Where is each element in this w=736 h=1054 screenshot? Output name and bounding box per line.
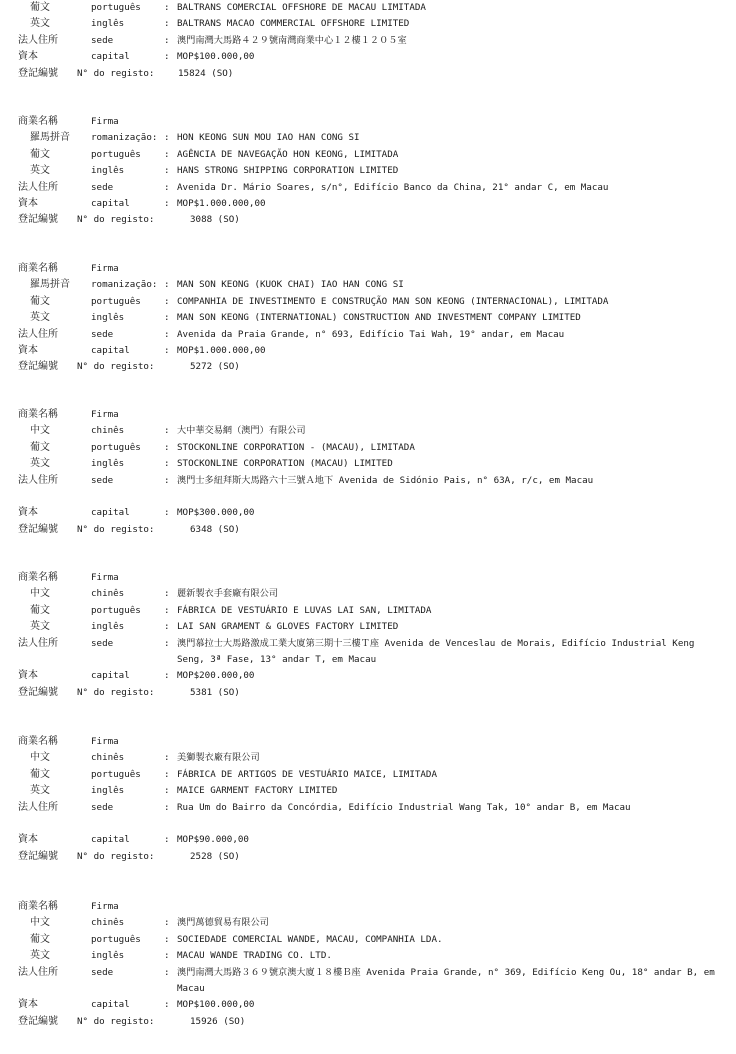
field-row — [0, 440, 736, 456]
row-ingles — [0, 16, 736, 32]
registration-number: 3088 (SO) — [190, 214, 240, 226]
row-portugues — [0, 0, 736, 16]
field-value: MOP$300.000,00 — [177, 507, 255, 519]
field-label-zh: 英文 — [30, 458, 50, 470]
row-registo — [0, 849, 736, 865]
field-label-zh: 英文 — [30, 312, 50, 324]
field-label-zh: 法人住所 — [18, 181, 58, 193]
field-label-pt: capital — [91, 507, 130, 519]
registry-entry — [0, 734, 736, 865]
field-label-pt: N° do registo: — [77, 67, 155, 79]
field-value: 大中華交易網（澳門）有限公司 — [177, 425, 306, 437]
field-label-pt: português — [91, 768, 141, 780]
field-label-pt: inglês — [91, 18, 125, 30]
field-value: LAI SAN GRAMENT & GLOVES FACTORY LIMITED — [177, 621, 399, 633]
field-label-zh: 葡文 — [30, 604, 50, 616]
field-label-zh: 資本 — [18, 51, 38, 63]
field-row — [0, 310, 736, 326]
field-label-zh: 登記編號 — [18, 214, 58, 226]
field-label-pt: inglês — [91, 165, 125, 177]
row-firma — [0, 570, 736, 586]
field-label-pt: N° do registo: — [77, 214, 155, 226]
field-label-zh: 登記編號 — [18, 523, 58, 535]
colon: : — [164, 637, 170, 649]
field-row — [0, 327, 736, 343]
field-label-pt: sede — [91, 181, 114, 193]
row-registo — [0, 522, 736, 538]
field-row — [0, 196, 736, 212]
field-label-zh: 資本 — [18, 507, 38, 519]
colon: : — [164, 785, 170, 797]
colon: : — [164, 768, 170, 780]
field-value: MAN SON KEONG (KUOK CHAI) IAO HAN CONG SI — [177, 279, 404, 291]
field-label-pt: português — [91, 2, 141, 13]
field-value: AGÊNCIA DE NAVEGAÇÃO HON KEONG, LIMITADA — [177, 148, 399, 160]
field-row — [0, 800, 736, 833]
row-registo — [0, 1014, 736, 1030]
field-label-zh: 商業名稱 — [18, 116, 58, 127]
registration-number: 15824 (SO) — [178, 67, 234, 79]
field-label-zh: 法人住所 — [18, 801, 58, 813]
field-row — [0, 668, 736, 684]
field-label-pt: N° do registo: — [77, 850, 155, 862]
field-row — [0, 456, 736, 472]
colon: : — [164, 51, 170, 63]
colon: : — [164, 834, 170, 846]
field-row — [0, 586, 736, 602]
field-value: Avenida da Praia Grande, n° 693, Edifício Tai Wah, 19° andar, em Macau — [177, 328, 565, 340]
field-label-pt: capital — [91, 51, 130, 63]
field-label-zh: 葡文 — [30, 148, 50, 160]
field-value: 澳門士多紐拜斯大馬路六十三號Ａ地下 Avenida de Sidónio Pais, n° 63A, r/c, em Macau — [177, 474, 594, 486]
field-label-pt: Firma — [91, 736, 119, 747]
colon: : — [164, 181, 170, 193]
field-label-zh: 中文 — [30, 588, 50, 600]
row-firma — [0, 261, 736, 277]
field-label-pt: sede — [91, 328, 114, 340]
colon: : — [164, 933, 170, 945]
field-label-pt: inglês — [91, 785, 125, 797]
field-row — [0, 636, 736, 669]
field-row — [0, 180, 736, 196]
field-row — [0, 130, 736, 146]
row-sede — [0, 33, 736, 49]
field-label-pt: capital — [91, 670, 130, 682]
field-value: 美獅製衣廠有限公司 — [177, 752, 260, 764]
registration-number: 5381 (SO) — [190, 686, 240, 698]
field-label-pt: inglês — [91, 312, 125, 324]
colon: : — [164, 441, 170, 453]
field-label-pt: chinês — [91, 425, 125, 437]
field-value: STOCKONLINE CORPORATION - (MACAU), LIMITADA — [177, 441, 415, 453]
field-label-pt: português — [91, 441, 141, 453]
field-value: FÁBRICA DE ARTIGOS DE VESTUÁRIO MAICE, LIMITADA — [177, 768, 437, 780]
field-label-zh: 登記編號 — [18, 361, 58, 373]
row-firma — [0, 734, 736, 750]
field-label-zh: 資本 — [18, 999, 38, 1011]
registry-entry — [0, 261, 736, 376]
field-label-pt: capital — [91, 197, 130, 209]
colon: : — [164, 458, 170, 470]
field-value: BALTRANS COMERCIAL OFFSHORE DE MACAU LIMITADA — [177, 2, 426, 13]
registry-entry — [0, 570, 736, 701]
field-value: 麗新製衣手套廠有限公司 — [177, 588, 279, 600]
field-label-zh: 登記編號 — [18, 67, 58, 79]
colon: : — [164, 507, 170, 519]
field-value: MAN SON KEONG (INTERNATIONAL) CONSTRUCTION AND INVESTMENT COMPANY LIMITED — [177, 312, 581, 324]
field-label-pt: chinês — [91, 588, 125, 600]
field-label-pt: Firma — [91, 263, 119, 274]
registration-number: 15926 (SO) — [190, 1015, 246, 1027]
field-row — [0, 294, 736, 310]
colon: : — [164, 604, 170, 616]
field-label-zh: 英文 — [30, 621, 50, 633]
field-row — [0, 915, 736, 931]
colon: : — [164, 917, 170, 929]
field-label-zh: 登記編號 — [18, 850, 58, 862]
colon: : — [164, 344, 170, 356]
field-label-pt: N° do registo: — [77, 361, 155, 373]
field-row — [0, 423, 736, 439]
field-label-pt: Firma — [91, 409, 119, 420]
field-value: MOP$100.000,00 — [177, 999, 255, 1011]
colon: : — [164, 312, 170, 324]
field-value: STOCKONLINE CORPORATION (MACAU) LIMITED — [177, 458, 393, 470]
field-row — [0, 603, 736, 619]
field-value: HON KEONG SUN MOU IAO HAN CONG SI — [177, 132, 360, 144]
colon: : — [164, 197, 170, 209]
field-label-pt: Firma — [91, 901, 119, 912]
field-value: HANS STRONG SHIPPING CORPORATION LIMITED — [177, 165, 399, 177]
field-label-pt: capital — [91, 999, 130, 1011]
field-label-pt: português — [91, 295, 141, 307]
field-label-pt: capital — [91, 834, 130, 846]
field-label-zh: 資本 — [18, 670, 38, 682]
colon: : — [164, 279, 170, 291]
field-value: MOP$100.000,00 — [177, 51, 255, 63]
field-label-zh: 英文 — [30, 165, 50, 177]
field-row — [0, 619, 736, 635]
colon: : — [164, 999, 170, 1011]
row-firma — [0, 407, 736, 423]
field-row — [0, 750, 736, 766]
field-label-pt: chinês — [91, 917, 125, 929]
field-value: 澳門慕拉士大馬路激成工業大廈第三期十三樓Ｔ座 Avenida de Venceslau de Morais, Edifício Industrial Keng Seng, 3ª Fase, 13° andar T, em Macau — [177, 637, 695, 665]
registration-number: 6348 (SO) — [190, 523, 240, 535]
field-row — [0, 505, 736, 521]
field-label-zh: 資本 — [18, 344, 38, 356]
field-label-zh: 葡文 — [30, 933, 50, 945]
row-registo — [0, 212, 736, 228]
field-label-zh: 葡文 — [30, 295, 50, 307]
field-label-zh: 法人住所 — [18, 637, 58, 649]
field-value: Rua Um do Bairro da Concórdia, Edifício Industrial Wang Tak, 10° andar B, em Macau — [177, 801, 631, 813]
field-label-zh: 商業名稱 — [18, 736, 58, 747]
field-label-pt: português — [91, 933, 141, 945]
colon: : — [164, 670, 170, 682]
row-capital — [0, 49, 736, 65]
field-label-zh: 資本 — [18, 197, 38, 209]
field-row — [0, 832, 736, 848]
row-registo — [0, 66, 736, 82]
field-label-pt: sede — [91, 474, 114, 486]
field-label-zh: 中文 — [30, 752, 50, 764]
row-registo — [0, 359, 736, 375]
row-firma — [0, 899, 736, 915]
field-label-zh: 法人住所 — [18, 328, 58, 340]
colon: : — [164, 425, 170, 437]
field-label-zh: 法人住所 — [18, 34, 58, 46]
field-label-zh: 葡文 — [30, 441, 50, 453]
colon: : — [164, 966, 170, 978]
field-label-zh: 商業名稱 — [18, 263, 58, 274]
field-label-pt: inglês — [91, 950, 125, 962]
field-value: MOP$200.000,00 — [177, 670, 255, 682]
colon: : — [164, 474, 170, 486]
field-label-zh: 羅馬拼音 — [30, 279, 70, 291]
field-label-zh: 英文 — [30, 785, 50, 797]
field-row — [0, 343, 736, 359]
colon: : — [164, 752, 170, 764]
colon: : — [164, 328, 170, 340]
field-label-pt: sede — [91, 801, 114, 813]
field-label-pt: sede — [91, 637, 114, 649]
registry-entry-top — [0, 0, 736, 82]
colon: : — [164, 621, 170, 633]
field-row — [0, 277, 736, 293]
field-label-zh: 商業名稱 — [18, 901, 58, 912]
field-label-pt: N° do registo: — [77, 686, 155, 698]
field-label-pt: N° do registo: — [77, 523, 155, 535]
field-label-zh: 商業名稱 — [18, 409, 58, 420]
field-label-pt: Firma — [91, 116, 119, 127]
field-row — [0, 932, 736, 948]
registry-entry — [0, 407, 736, 538]
colon: : — [164, 18, 170, 30]
field-value: 澳門南灣大馬路４２９號南灣商業中心１２樓１２０５室 — [177, 34, 407, 46]
field-label-zh: 資本 — [18, 834, 38, 846]
field-label-zh: 中文 — [30, 425, 50, 437]
row-firma — [0, 114, 736, 130]
registry-entry — [0, 114, 736, 229]
field-label-pt: romanização: — [91, 132, 158, 144]
colon: : — [164, 950, 170, 962]
field-label-pt: inglês — [91, 458, 125, 470]
field-value: MACAU WANDE TRADING CO. LTD. — [177, 950, 332, 962]
field-value: SOCIEDADE COMERCIAL WANDE, MACAU, COMPANHIA LDA. — [177, 933, 443, 945]
registration-number: 2528 (SO) — [190, 850, 240, 862]
field-label-zh: 葡文 — [30, 2, 50, 13]
field-label-zh: 英文 — [30, 950, 50, 962]
registration-number: 5272 (SO) — [190, 361, 240, 373]
field-label-pt: N° do registo: — [77, 1015, 155, 1027]
field-label-pt: capital — [91, 344, 130, 356]
field-label-zh: 法人住所 — [18, 966, 58, 978]
field-row — [0, 473, 736, 506]
field-value: MOP$1.000.000,00 — [177, 197, 266, 209]
field-label-zh: 登記編號 — [18, 1015, 58, 1027]
colon: : — [164, 2, 170, 13]
colon: : — [164, 801, 170, 813]
field-row — [0, 147, 736, 163]
field-value: Avenida Dr. Mário Soares, s/n°, Edifício Banco da China, 21° andar C, em Macau — [177, 181, 609, 193]
colon: : — [164, 34, 170, 46]
field-row — [0, 948, 736, 964]
field-row — [0, 783, 736, 799]
field-value: 澳門南灣大馬路３６９號京澳大廈１８樓Ｂ座 Avenida Praia Grande, n° 369, Edifício Keng Ou, 18° andar B, em Macau — [177, 966, 715, 994]
field-value: MOP$90.000,00 — [177, 834, 249, 846]
field-label-zh: 葡文 — [30, 768, 50, 780]
field-value: 澳門萬德貿易有限公司 — [177, 917, 269, 929]
field-label-zh: 商業名稱 — [18, 572, 58, 583]
registry-entry — [0, 899, 736, 1030]
field-label-pt: inglês — [91, 621, 125, 633]
field-label-zh: 登記編號 — [18, 686, 58, 698]
field-value: BALTRANS MACAO COMMERCIAL OFFSHORE LIMITED — [177, 18, 410, 30]
field-value: COMPANHIA DE INVESTIMENTO E CONSTRUÇÃO MAN SON KEONG (INTERNACIONAL), LIMITADA — [177, 295, 609, 307]
field-value: FÁBRICA DE VESTUÁRIO E LUVAS LAI SAN, LIMITADA — [177, 604, 432, 616]
field-label-zh: 英文 — [30, 18, 50, 30]
colon: : — [164, 165, 170, 177]
field-label-pt: português — [91, 604, 141, 616]
colon: : — [164, 148, 170, 160]
colon: : — [164, 588, 170, 600]
colon: : — [164, 295, 170, 307]
field-row — [0, 965, 736, 998]
field-value: MOP$1.000.000,00 — [177, 344, 266, 356]
field-label-zh: 羅馬拼音 — [30, 132, 70, 144]
field-label-pt: Firma — [91, 572, 119, 583]
field-label-pt: sede — [91, 34, 114, 46]
field-label-pt: português — [91, 148, 141, 160]
row-registo — [0, 685, 736, 701]
colon: : — [164, 132, 170, 144]
field-label-pt: romanização: — [91, 279, 158, 291]
field-value: MAICE GARMENT FACTORY LIMITED — [177, 785, 338, 797]
field-label-pt: sede — [91, 966, 114, 978]
field-label-zh: 法人住所 — [18, 474, 58, 486]
field-row — [0, 997, 736, 1013]
field-row — [0, 767, 736, 783]
field-label-pt: chinês — [91, 752, 125, 764]
field-label-zh: 中文 — [30, 917, 50, 929]
field-row — [0, 163, 736, 179]
